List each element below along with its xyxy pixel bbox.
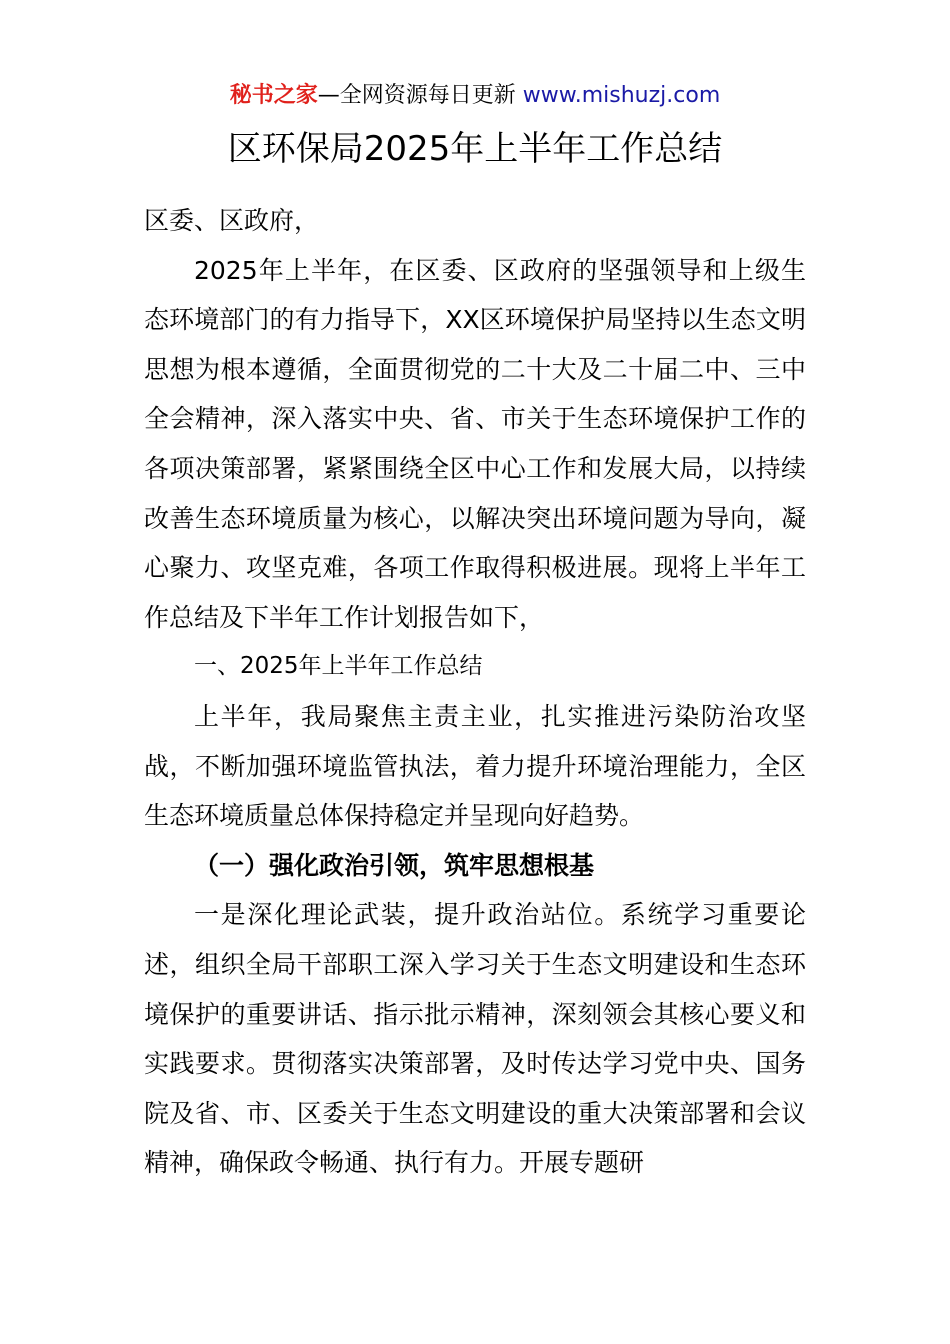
site-header: [0, 80, 950, 112]
summary-paragraph: 上半年，我局聚焦主责主业，扎实推进污染防治攻坚战，不断加强环境监管执法，着力提升环境治理能力，全区生态环境质量总体保持稳定并呈现向好趋势。: [144, 701, 806, 831]
site-url: www.mishuzj.com: [522, 83, 721, 108]
document-body: [144, 196, 806, 1188]
section-heading: 一、2025年上半年工作总结: [194, 653, 483, 680]
intro-paragraph: 2025年上半年，在区委、区政府的坚强领导和上级生态环境部门的有力指导下，XX区环境保护局坚持以生态文明思想为根本遵循，全面贯彻党的二十大及二十届二中、三中全会精神，深入落实中央、省、市关于生态环境保护工作的各项决策部署，紧紧围绕全区中心工作和发展大局，以持续改善生态环境质量为核心，以解决突出环境问题为导向，凝心聚力、攻坚克难，各项工作取得积极进展。现将上半年工作总结及下半年工作计划报告如下，: [144, 255, 806, 632]
subsection-heading: （一）强化政治引领，筑牢思想根基: [194, 850, 595, 880]
document-title: 区环保局2025年上半年工作总结: [227, 129, 723, 169]
point-paragraph: 一是深化理论武装，提升政治站位。系统学习重要论述，组织全局干部职工深入学习关于生态文明建设和生态环境保护的重要讲话、指示批示精神，深刻领会其核心要义和实践要求。贯彻落实决策部署，及时传达学习党中央、国务院及省、市、区委关于生态文明建设的重大决策部署和会议精神，确保政令畅通、执行有力。开展专题研: [144, 900, 806, 1178]
site-tagline: —全网资源每日更新: [317, 83, 523, 108]
site-brand: 秘书之家: [229, 83, 318, 108]
salutation: 区委、区政府，: [144, 206, 320, 235]
